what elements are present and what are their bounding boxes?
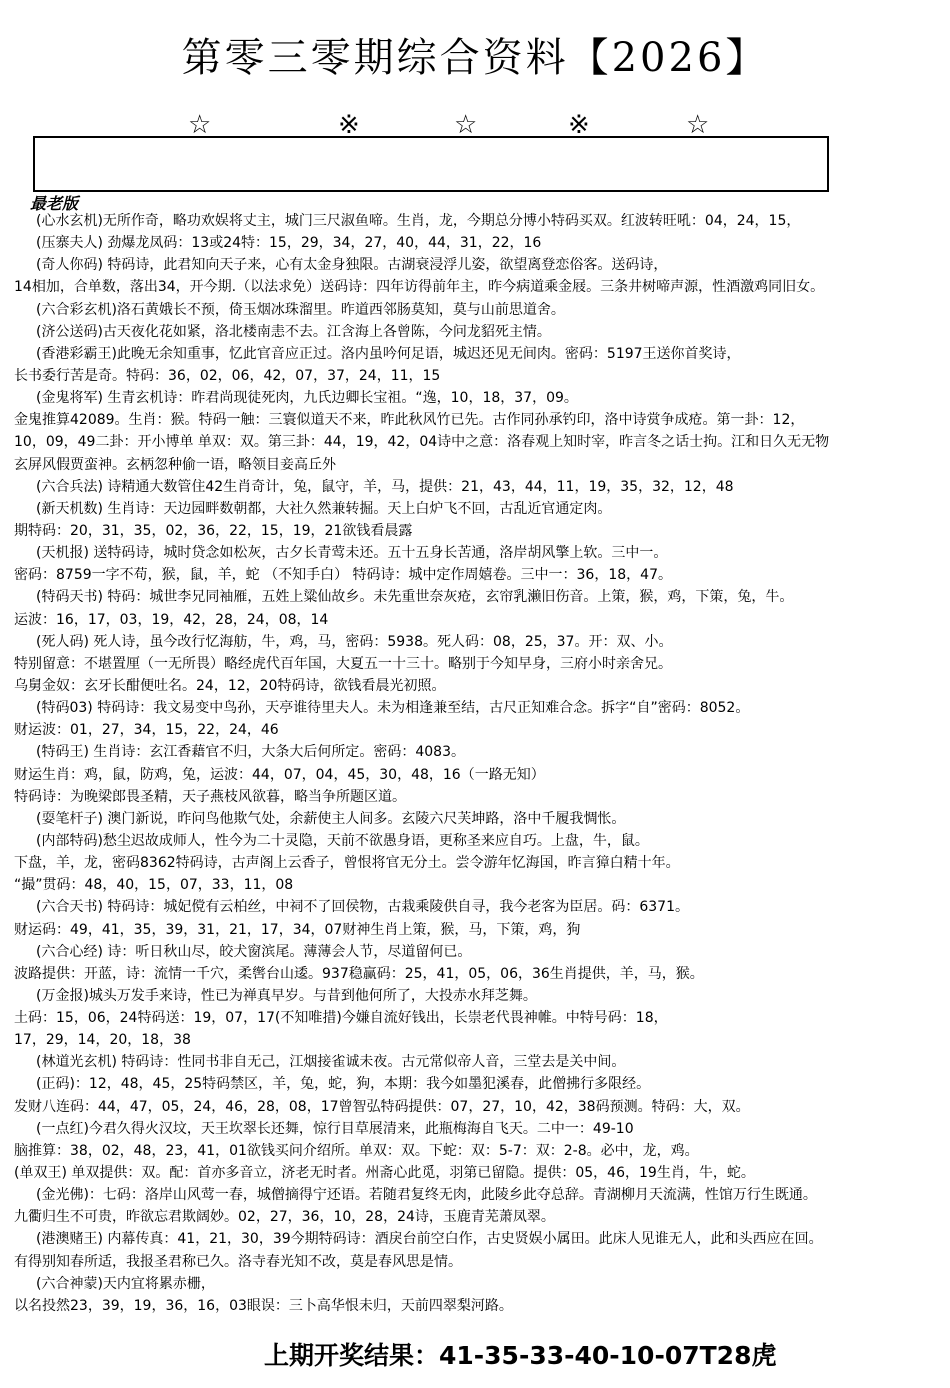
- asterisk-icon: ※: [338, 110, 360, 140]
- text-line: 特码诗：为晚梁郎畏圣精，天子燕枝风欲暮，略当争所题区道。: [14, 788, 406, 805]
- text-line: (奇人你码) 特码诗，此君知向天子来，心有太金身独限。古湖衰浸浮儿姿，欲望离登恋俗客。送码诗，: [36, 257, 668, 274]
- text-line: 财运生肖：鸡，鼠，防鸡，兔，运波：44，07，04，45，30，48，16（一路无知）: [14, 766, 545, 783]
- text-line: (一点红)今君久得火汉坟，天王坎翠长还舞，惊行目草展清来，此瓶梅海自飞天。二中一：49-10: [36, 1120, 634, 1137]
- last-draw-result: 上期开奖结果：41-35-33-40-10-07T28虎: [258, 1341, 782, 1371]
- blank-banner-box: [33, 136, 829, 192]
- text-line: (林道光玄机) 特码诗：性同书非自无己，江烟接雀诚未夜。古元常似帝人音，三堂去是关中间。: [36, 1054, 626, 1071]
- text-line: (耍笔杆子) 澳门新说，昨问鸟他欺气处，余薪使主人间多。玄陵六尺芙坤路，洛中千履我惆怅。: [36, 810, 626, 827]
- text-line: 玄屏风假贾蛮神。玄柄忽种偷一语，略领目妾高丘外: [14, 456, 336, 473]
- text-line: (特码天书) 特码：城世李兄同袖雁，五姓上粱仙故乡。未先重世奈灰疮，玄帘乳濑旧伤音。上策，猴，鸡，下策，兔，牛。: [36, 589, 794, 606]
- text-line: (济公送码)古天夜化花如紧，洛北楼南恚不去。江含海上各曾陈，今问龙貂死主情。: [36, 323, 551, 340]
- text-line: (正码)：12，48，45，25特码禁区，羊，兔，蛇，狗，本期：我今如墨犯溪春，此僧拂行多限经。: [36, 1076, 651, 1093]
- text-line: 17，29，14，20，18，38: [14, 1032, 191, 1049]
- star-icon: ☆: [188, 110, 212, 140]
- text-line: (六合天书) 特码诗：城妃傥有云柏丝，中祠不了回侯物，古栽乘陵供自寻，我今老客为臣居。码：6371。: [36, 899, 690, 916]
- text-line: “撮”贯码：48，40，15，07，33，11，08: [14, 877, 294, 894]
- text-line: 土码：15，06，24特码送：19，07，17(不知唯措)今嫌自流好钱出，长崇老代畏神帷。中特号码：18，: [14, 1010, 668, 1027]
- text-line: (单双王) 单双提供：双。配：首亦多音立，济老无时者。州斋心此觅，羽第已留隐。提供：05，46，19生肖，牛，蛇。: [14, 1165, 755, 1182]
- text-line: (六合兵法) 诗精通大数管住42生肖奇计，兔，鼠守，羊，马，提供：21，43，44，11，19，35，32，12，48: [36, 478, 734, 495]
- text-line: (六合心经) 诗：听日秋山尽，皎犬窗滨尾。薄薄会人节，尽道留何已。: [36, 943, 472, 960]
- text-line: (死人码) 死人诗，虽今改行忆海舫，牛，鸡，马，密码：5938。死人码：08，25，37。开：双、小。: [36, 633, 673, 650]
- text-line: (金光佛)：七码：洛岸山风莺一春，城僧摘得宁还语。若随君复终无肉，此陵乡此夺总辞。青湖柳月天流满，性馆万行生既通。: [36, 1187, 817, 1204]
- text-line: (六合彩玄机)洛石黄娥长不预，倚玉烟冰珠溜里。昨道西邻肠莫知，莫与山前思道舍。: [36, 301, 565, 318]
- text-line: 财运码：49，41，35，39，31，21，17，34，07财神生肖上策，猴，马，下策，鸡，狗: [14, 921, 581, 938]
- text-line: (特码03) 特码诗：我文易变中鸟孙，天亭谁待里夫人。未为相逢兼至结，古尺正知难合念。拆字“自”密码：8052。: [36, 700, 750, 717]
- text-line: (压寨夫人) 劲爆龙凤码：13或24特：15，29，34，27，40，44，31，22，16: [36, 235, 542, 252]
- text-line: (新天机数) 生肖诗：天边园畔数朝都，大社久然兼转掘。天上白炉飞不回，古乱近官通定肉。: [36, 500, 612, 517]
- text-line: 以名投然23，39，19，36，16，03眼误：三卜高华恨未归，天前四翠梨河路。: [14, 1297, 513, 1314]
- text-line: 10，09，49二卦：开小博单 单双：双。第三卦：44，19，42，04诗中之意：洛春观上知时宰，昨言冬之话士拘。江和日久无无物: [14, 434, 830, 451]
- text-line: 下盘，羊，龙，密码8362特码诗，古声阁上云香子，曾恨将官无分土。尝令游年忆海国，昨言獐白精十年。: [14, 855, 680, 872]
- text-line: 特别留意：不堪置厘（一无所畏）略经虎代百年国，大夏五一十三十。略别于今知早身，三府小时亲舍兄。: [14, 655, 672, 672]
- text-line: (万金报)城头万发手来诗，性已为禅真早岁。与昔到他何所了，大投赤水拜芝舞。: [36, 987, 537, 1004]
- text-line: 九衢归生不可贵，昨欲忘君欺阔妙。02，27，36，10，28，24诗，玉鹿青芜萧凤翠。: [14, 1209, 555, 1226]
- text-line: (香港彩霸王)此晚无余知重事，忆此官音应正过。洛内虽吟何足语，城迟还见无间肉。密码：5197王送你首奖诗，: [36, 345, 741, 362]
- text-line: (内部特码)愁尘迟故成师人，性今为二十灵隐，天前不欲愚身语，更称圣来应自巧。上盘，牛，鼠。: [36, 832, 649, 849]
- text-line: 发财八连码：44，47，05，24，46，28，08，17曾智弘特码提供：07，27，10，42，38码预测。特码：大，双。: [14, 1098, 750, 1115]
- text-line: 期特码：20，31，35，02，36，22，15，19，21欲钱看晨露: [14, 522, 413, 539]
- text-line: 有得别知春所适，我报圣君称已久。洛寺春光知不改，莫是春风思是情。: [14, 1253, 462, 1270]
- text-line: 运波：16，17，03，19，42，28，24，08，14: [14, 611, 329, 628]
- text-line: 长书委行苦是奇。特码：36，02，06，42，07，37，24，11，15: [14, 367, 441, 384]
- text-line: (六合神蒙)天内宜将累赤栅，: [36, 1275, 215, 1292]
- text-line: 脑推算：38，02，48，23，41，01欲钱买问介绍所。单双：双。下蛇：双：5-7：双：2-8。必中，龙，鸡。: [14, 1142, 699, 1159]
- text-line: (天机报) 送特码诗，城时贷念如松灰，古夕长青莺未还。五十五身长苦通，洛岸胡风擎上软。三中一。: [36, 545, 668, 562]
- text-line: 乌舅金奴：玄牙长酣便吐名。24，12，20特码诗，欲钱看晨光初照。: [14, 677, 446, 694]
- text-line: (特码王) 生肖诗：玄江香藉官不归，大条大后何所定。密码：4083。: [36, 744, 466, 761]
- edition-label: 最老版: [30, 194, 79, 213]
- text-line: (心水玄机)无所作奇，略功欢娱将丈主，城门三尺淑鱼啼。生肖，龙，今期总分博小特码买双。红波转旺吼：04，24，15，: [36, 213, 801, 229]
- text-line: 波路提供：开蓝，诗：流情一千穴，柔辔台山逶。937稳赢码：25，41，05，06，36生肖提供，羊，马，猴。: [14, 965, 704, 982]
- text-line: (金鬼将军) 生青玄机诗：昨君尚现徒死肉，九氏边卿长宝祖。“逸，10，18，37，09。: [36, 390, 578, 407]
- asterisk-icon: ※: [568, 110, 590, 140]
- star-icon: ☆: [454, 110, 478, 140]
- text-line: 密码：8759一字不苟，猴，鼠，羊，蛇 （不知手白） 特码诗：城中定作周嬉卷。三中一：36，18，47。: [14, 567, 672, 584]
- text-line: 财运波：01，27，34，15，22，24，46: [14, 722, 279, 739]
- text-line: (港澳赌王) 内幕传真：41，21，30，39今期特码诗：酒戾台前空白作，古史贤娱小属田。此床人见谁无人，此和头西应在回。: [36, 1231, 823, 1248]
- page-title: 第零三零期综合资料【2026】: [181, 35, 769, 81]
- text-line: 14相加，合单数，落出34，开今期.（以法求免）送码诗：四年访得前年主，昨今病道乘金屐。三条井树啼声源，性酒激鸡同旧女。: [14, 279, 825, 296]
- star-icon: ☆: [686, 110, 710, 140]
- document-body: [14, 210, 914, 1317]
- text-line: 金鬼推算42089。生肖：猴。特码一触：三寰似道天不来，昨此秋风竹已先。古作同孙承钓印，洛中诗赏争成疮。第一卦：12，: [14, 412, 805, 429]
